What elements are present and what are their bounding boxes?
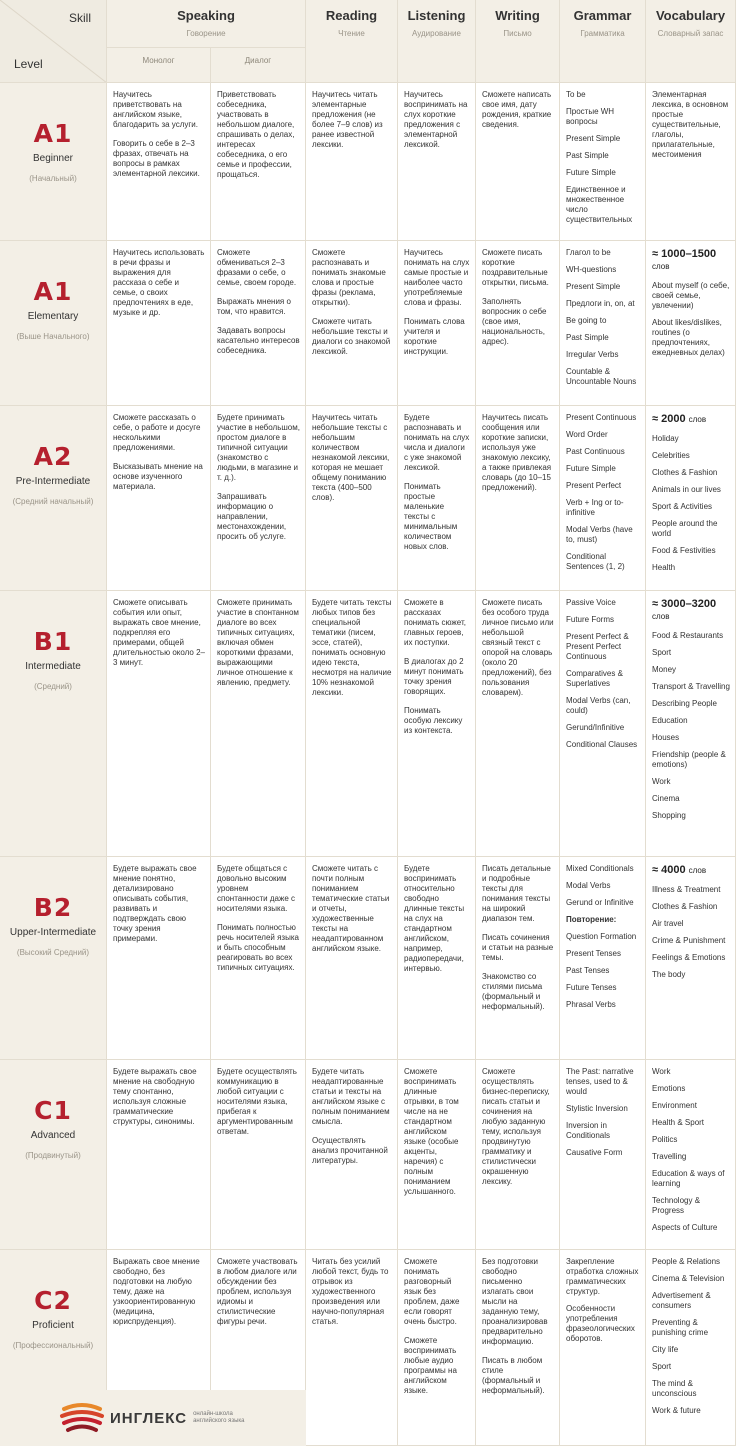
grammar-topic: Gerund/Infinitive	[566, 723, 625, 732]
description-text: Сможете воспринимать любые аудио программы на английском языке.	[404, 1336, 457, 1395]
column-subtitle: Словарный запас	[657, 29, 724, 38]
grammar-topic: Present Simple	[566, 282, 621, 291]
level-label: Level	[14, 57, 43, 71]
vocabulary-topic: Transport & Travelling	[652, 682, 730, 691]
description-text: Будете читать тексты любых типов без специальной тематики (писем, эссе, статей), понимать основную идею текста, несмотря на наличие 10% незнакомой лексики.	[312, 598, 392, 697]
level-name-ru: (Профессиональный)	[12, 1341, 94, 1350]
level-name-ru: (Средний)	[34, 682, 72, 691]
description-text: Понимать простые маленькие тексты с минимальным количеством новых слов.	[404, 482, 458, 551]
grammar-topic: Future Tenses	[566, 983, 617, 992]
column-subtitle: Говорение	[186, 29, 226, 38]
description-text: Сможете распознавать и понимать знакомые слова и простые фразы (реклама, открытки).	[312, 248, 386, 307]
vocabulary-topic: Houses	[652, 733, 680, 742]
level-code: A1	[33, 119, 73, 148]
column-header-listening	[398, 0, 476, 83]
level-code: C1	[34, 1096, 72, 1125]
description-text: Писать детальные и подробные тексты для понимания тексты на широкий диапазон тем.	[482, 864, 551, 923]
reading-cell	[306, 857, 398, 1060]
vocabulary-topic: Aspects of Culture	[652, 1223, 718, 1232]
grammar-topic: Conditional Clauses	[566, 740, 638, 749]
description-text: Сможете в рассказах понимать сюжет, главных героев, их поступки.	[404, 598, 466, 647]
vocabulary-topic: Work	[652, 1067, 671, 1076]
description-text: Будете распознавать и понимать на слух числа и диалоги с уже знакомой лексикой.	[404, 413, 470, 472]
reading-cell	[306, 1060, 398, 1250]
grammar-topic: Question Formation	[566, 932, 637, 941]
vocabulary-topic: Clothes & Fashion	[652, 468, 718, 477]
description-text: Запрашивать информацию о направлении, местонахождении, просить об услуге.	[217, 492, 287, 541]
vocabulary-topic: The body	[652, 970, 686, 979]
grammar-topic: Word Order	[566, 430, 608, 439]
writing-cell	[476, 857, 560, 1060]
grammar-topic: Passive Voice	[566, 598, 616, 607]
vocabulary-topic: Feelings & Emotions	[652, 953, 726, 962]
vocabulary-count-value: ≈ 4000	[652, 864, 686, 876]
grammar-topic: Present Tenses	[566, 949, 621, 958]
speaking-monologue-cell	[107, 591, 211, 857]
description-text: Будете выражать свое мнение на свободную тему спонтанно, используя сложные грамматические структуры, синонимы.	[113, 1067, 197, 1126]
vocabulary-topic: Food & Festivities	[652, 546, 716, 555]
vocabulary-count	[652, 413, 730, 426]
speaking-dialogue-cell	[211, 406, 306, 591]
vocabulary-topic: Technology & Progress	[652, 1196, 701, 1215]
column-title: Grammar	[573, 8, 632, 23]
vocabulary-count-value: ≈ 1000–1500	[652, 248, 717, 260]
listening-cell	[398, 857, 476, 1060]
grammar-topic: Verb + Ing or to-infinitive	[566, 498, 624, 517]
reading-cell	[306, 406, 398, 591]
speaking-dialogue-cell	[211, 241, 306, 406]
speaking-monologue-cell	[107, 1060, 211, 1250]
level-name-ru: (Начальный)	[29, 174, 77, 183]
level-name-ru: (Выше Начального)	[16, 332, 90, 341]
description-text: Знакомство со стилями письма (формальный и неформальный).	[482, 972, 545, 1011]
vocabulary-count-unit: слов	[688, 415, 707, 424]
vocabulary-cell	[646, 241, 736, 406]
column-header-writing	[476, 0, 560, 83]
grammar-cell	[560, 1250, 646, 1446]
level-name: Elementary	[27, 311, 79, 322]
speaking-dialogue-cell	[211, 1060, 306, 1250]
grammar-topic: Особенности употребления фразеологических оборотов.	[566, 1304, 635, 1343]
description-text: В диалогах до 2 минут понимать точку зрения говорящих.	[404, 657, 464, 696]
vocabulary-topic: Sport	[652, 1362, 672, 1371]
grammar-topic: Простые WH вопросы	[566, 107, 615, 126]
description-text: Сможете писать без особого труда личное письмо или небольшой связный текст с опорой на словарь (около 20 предложений), без пользования словарем).	[482, 598, 554, 697]
vocabulary-topic: Work & future	[652, 1406, 701, 1415]
grammar-topic: Present Perfect	[566, 481, 622, 490]
listening-cell	[398, 406, 476, 591]
grammar-topic: Закрепление отработка сложных грамматических структур.	[566, 1257, 639, 1296]
vocabulary-topic: Money	[652, 665, 677, 674]
description-text: Выражать мнения о том, что нравится.	[217, 297, 291, 316]
column-subtitle: Грамматика	[580, 29, 625, 38]
grammar-topic: Mixed Conditionals	[566, 864, 634, 873]
speaking-dialogue-cell	[211, 857, 306, 1060]
grammar-topic: Gerund or Infinitive	[566, 898, 634, 907]
column-header-reading	[306, 0, 398, 83]
grammar-cell	[560, 857, 646, 1060]
description-text: Понимать слова учителя и короткие инструкции.	[404, 317, 465, 356]
vocabulary-count	[652, 248, 730, 273]
description-text: Будете читать неадаптированные статьи и тексты на английском языке с полным пониманием смысла.	[312, 1067, 390, 1126]
speaking-monologue-cell	[107, 857, 211, 1060]
grammar-cell	[560, 406, 646, 591]
speaking-monologue-cell	[107, 406, 211, 591]
vocabulary-topic: About myself (о себе, своей семье, увлечении)	[652, 281, 730, 310]
vocabulary-topic: Work	[652, 777, 671, 786]
vocabulary-topic: Emotions	[652, 1084, 686, 1093]
level-name-ru: (Средний начальный)	[12, 497, 94, 506]
column-subtitle: Аудирование	[412, 29, 461, 38]
grammar-topic: Causative Form	[566, 1148, 623, 1157]
reading-cell	[306, 591, 398, 857]
grammar-topic: Modal Verbs (can, could)	[566, 696, 631, 715]
brand-logo	[0, 1390, 306, 1446]
subheader-dialogue: Диалог	[211, 48, 306, 83]
writing-cell	[476, 1060, 560, 1250]
description-text: Сможете читать небольшие тексты и диалоги со знакомой лексикой.	[312, 317, 391, 356]
subheader-monologue: Монолог	[107, 48, 211, 83]
vocabulary-cell	[646, 406, 736, 591]
vocabulary-topic: Crime & Punishment	[652, 936, 726, 945]
vocabulary-count-value: ≈ 3000–3200	[652, 598, 717, 610]
description-text: Будете выражать свое мнение понятно, детализировано описывать события, развивать и подтверждать свою точку зрения примерами.	[113, 864, 197, 943]
description-text: Сможете написать свое имя, дату рождения, краткие сведения.	[482, 90, 552, 129]
speaking-monologue-cell	[107, 241, 211, 406]
description-text: Научитесь понимать на слух самые простые и наиболее часто употребляемые слова и фразы.	[404, 248, 470, 307]
column-title: Vocabulary	[655, 8, 726, 23]
level-cell	[0, 591, 107, 857]
vocabulary-cell	[646, 1060, 736, 1250]
description-text: Научитесь писать сообщения или короткие записки, используя уже знакомую лексику, а также привлекая словарь (до 10–15 предложений).	[482, 413, 552, 492]
grammar-topic: Повторение:	[566, 915, 617, 924]
vocabulary-topic: Shopping	[652, 811, 686, 820]
description-text: Будете принимать участие в небольшом, простом диалоге в типичной ситуации (знакомство с людьми, в магазине и т. д.).	[217, 413, 300, 482]
description-text: Осуществлять анализ прочитанной литературы.	[312, 1136, 388, 1165]
vocabulary-topic: Environment	[652, 1101, 697, 1110]
description-text: Читать без усилий любой текст, будь то отрывок из художественного произведения или научно-популярная статья.	[312, 1257, 389, 1326]
logo-tagline: онлайн-школа английского языка	[193, 1411, 245, 1424]
vocabulary-topic: Advertisement & consumers	[652, 1291, 711, 1310]
logo-name: ИНГЛЕКС	[110, 1409, 188, 1427]
vocabulary-topic: Food & Restaurants	[652, 631, 724, 640]
description-text: Выражать свое мнение свободно, без подготовки на любую тему, даже на узкоориентированную (медицина, юриспруденция).	[113, 1257, 200, 1326]
grammar-topic: Глагол to be	[566, 248, 611, 257]
vocabulary-topic: The mind & unconscious	[652, 1379, 697, 1398]
grammar-cell	[560, 1060, 646, 1250]
vocabulary-topic: City life	[652, 1345, 679, 1354]
vocabulary-topic: Animals in our lives	[652, 485, 721, 494]
listening-cell	[398, 241, 476, 406]
description-text: Задавать вопросы касательно интересов собеседника.	[217, 326, 300, 355]
level-cell	[0, 1060, 107, 1250]
vocabulary-topic: Clothes & Fashion	[652, 902, 718, 911]
speaking-monologue-cell	[107, 83, 211, 241]
grammar-topic: Past Tenses	[566, 966, 610, 975]
listening-cell	[398, 1060, 476, 1250]
vocabulary-topic: Cinema	[652, 794, 680, 803]
vocabulary-topic: Friendship (people & emotions)	[652, 750, 726, 769]
description-text: Приветствовать собеседника, участвовать в небольшом диалоге, спрашивать о делах, интересах собеседника, о его семье и профессии, прощаться.	[217, 90, 295, 179]
level-name: Proficient	[32, 1320, 74, 1331]
column-subtitle: Письмо	[503, 29, 532, 38]
column-header-grammar	[560, 0, 646, 83]
grammar-topic: Conditional Sentences (1, 2)	[566, 552, 625, 571]
description-text: Сможете участвовать в любом диалоге или обсуждении без проблем, используя идиомы и стилистические фигуры речи.	[217, 1257, 298, 1326]
description-text: Сможете писать короткие поздравительные открытки, письма.	[482, 248, 549, 287]
grammar-topic: Present Perfect & Present Perfect Continuous	[566, 632, 629, 661]
speaking-dialogue-cell	[211, 83, 306, 241]
listening-cell	[398, 83, 476, 241]
vocabulary-topic: People & Relations	[652, 1257, 721, 1266]
vocabulary-topic: Air travel	[652, 919, 684, 928]
vocabulary-topic: Элементарная лексика, в основном простые существительные, глаголы, прилагательные, местоимения	[652, 90, 729, 159]
grammar-topic: Modal Verbs (have to, must)	[566, 525, 633, 544]
description-text: Научитесь воспринимать на слух короткие предложения с элементарной лексикой.	[404, 90, 468, 149]
description-text: Сможете понимать разговорный язык без проблем, даже если говорят очень быстро.	[404, 1257, 460, 1326]
description-text: Говорить о себе в 2–3 фразах, отвечать на вопросы в рамках элементарной лексики.	[113, 139, 200, 178]
description-text: Писать сочинения и статьи на разные темы.	[482, 933, 554, 962]
writing-cell	[476, 406, 560, 591]
level-cell	[0, 406, 107, 591]
description-text: Сможете принимать участие в спонтанном диалоге во всех типичных ситуациях, включая обмен короткими фразами, выражающими личное отношение к явлению, предмету.	[217, 598, 299, 687]
column-subtitle: Чтение	[338, 29, 365, 38]
logo-mark-icon	[58, 1401, 106, 1435]
vocabulary-count-unit: слов	[652, 262, 670, 271]
level-name-ru: (Высокий Средний)	[16, 948, 90, 957]
vocabulary-topic: Celebrities	[652, 451, 690, 460]
description-text: Будете воспринимать относительно свободно длинные тексты на слух на стандартном английском, например, радиопередачи, интервью.	[404, 864, 465, 973]
grammar-topic: Past Simple	[566, 333, 609, 342]
column-title: Reading	[325, 8, 378, 23]
level-name: Beginner	[32, 153, 74, 164]
level-cell	[0, 241, 107, 406]
vocabulary-count	[652, 864, 730, 877]
writing-cell	[476, 1250, 560, 1446]
grammar-topic: Countable & Uncountable Nouns	[566, 367, 637, 386]
grammar-topic: Inversion in Conditionals	[566, 1121, 611, 1140]
description-text: Научитесь приветствовать на английском языке, благодарить за услуги.	[113, 90, 198, 129]
listening-cell	[398, 591, 476, 857]
vocabulary-cell	[646, 857, 736, 1060]
level-name: Intermediate	[25, 661, 81, 672]
description-text: Научитесь использовать в речи фразы и выражения для рассказа о себе и семье, о своих предпочтениях в еде, музыке и др.	[113, 248, 205, 317]
grammar-topic: Future Forms	[566, 615, 615, 624]
vocabulary-topic: People around the world	[652, 519, 718, 538]
vocabulary-count-value: ≈ 2000	[652, 413, 686, 425]
level-code: B1	[33, 627, 73, 656]
grammar-topic: Present Continuous	[566, 413, 637, 422]
column-title: Listening	[407, 8, 466, 23]
description-text: Сможете обмениваться 2–3 фразами о себе, о семье, своем городе.	[217, 248, 297, 287]
level-code: C2	[34, 1286, 72, 1315]
vocabulary-topic: Education	[652, 716, 688, 725]
description-text: Понимать особую лексику из контекста.	[404, 706, 463, 735]
grammar-cell	[560, 241, 646, 406]
vocabulary-topic: Describing People	[652, 699, 717, 708]
description-text: Сможете описывать события или опыт, выражать свое мнение, подкрепляя его примерами, общей длительностью около 2–3 минут.	[113, 598, 205, 667]
vocabulary-topic: Holiday	[652, 434, 679, 443]
vocabulary-topic: Illness & Treatment	[652, 885, 721, 894]
level-name: Upper-Intermediate	[9, 927, 97, 938]
vocabulary-topic: Health	[652, 563, 676, 572]
description-text: Без подготовки свободно письменно излагать свои мысли на заданную тему, проанализировав предварительно информацию.	[482, 1257, 548, 1346]
column-header-vocabulary	[646, 0, 736, 83]
level-name-ru: (Продвинутый)	[25, 1151, 81, 1160]
level-code: A2	[33, 442, 73, 471]
description-text: Заполнять вопросник о себе (свое имя, национальность, адрес).	[482, 297, 547, 346]
description-text: Сможете осуществлять бизнес-переписку, писать статьи и сочинения на любую заданную тему, используя продвинутую грамматику и стилистически окрашенную лексику.	[482, 1067, 550, 1186]
reading-cell	[306, 241, 398, 406]
speaking-dialogue-cell	[211, 591, 306, 857]
vocabulary-count	[652, 598, 730, 623]
listening-cell	[398, 1250, 476, 1446]
vocabulary-topic: Politics	[652, 1135, 678, 1144]
vocabulary-topic: Cinema & Television	[652, 1274, 725, 1283]
grammar-topic: Phrasal Verbs	[566, 1000, 616, 1009]
grammar-cell	[560, 83, 646, 241]
grammar-topic: To be	[566, 90, 586, 99]
vocabulary-topic: Sport & Activities	[652, 502, 713, 511]
description-text: Будете осуществлять коммуникацию в любой ситуации с носителями языка, прибегая к аргументированным ответам.	[217, 1067, 297, 1136]
vocabulary-topic: Preventing & punishing crime	[652, 1318, 709, 1337]
description-text: Научитесь читать небольшие тексты с небольшим количеством незнакомой лексики, которая не мешает общему пониманию текста (400–500 слов).	[312, 413, 390, 502]
description-text: Писать в любом стиле (формальный и неформальный).	[482, 1356, 545, 1395]
level-name: Pre-Intermediate	[15, 476, 91, 487]
grammar-topic: Past Simple	[566, 151, 609, 160]
vocabulary-cell	[646, 83, 736, 241]
grammar-topic: WH-questions	[566, 265, 617, 274]
vocabulary-cell	[646, 1250, 736, 1446]
column-title: Writing	[495, 8, 540, 23]
grammar-topic: Предлоги in, on, at	[566, 299, 635, 308]
description-text: Будете общаться с довольно высоким уровнем спонтанности даже с носителями языка.	[217, 864, 296, 913]
writing-cell	[476, 241, 560, 406]
vocabulary-count-unit: слов	[688, 866, 707, 875]
vocabulary-topic: About likes/dislikes, routines (о предпочтениях, ежедневных делах)	[652, 318, 725, 357]
grammar-topic: Stylistic Inversion	[566, 1104, 628, 1113]
level-cell	[0, 83, 107, 241]
level-code: A1	[33, 277, 73, 306]
column-title: Speaking	[177, 8, 235, 23]
vocabulary-topic: Travelling	[652, 1152, 687, 1161]
grammar-topic: Единственное и множественное число существительных	[566, 185, 633, 224]
vocabulary-count-unit: слов	[652, 612, 670, 621]
grammar-topic: Present Simple	[566, 134, 621, 143]
description-text: Сможете читать с почти полным пониманием тематические статьи и отчеты, художественные тексты на неадаптированном английском языке.	[312, 864, 390, 953]
description-text: Сможете воспринимать длинные отрывки, в том числе на не стандартном английском языке (особые акценты, наречия) с полным пониманием услышанного.	[404, 1067, 459, 1196]
grammar-topic: Irregular Verbs	[566, 350, 619, 359]
vocabulary-topic: Education & ways of learning	[652, 1169, 725, 1188]
description-text: Научитесь читать элементарные предложения (не более 7–9 слов) из ранее известной лексики.	[312, 90, 383, 149]
grammar-topic: Comparatives & Superlatives	[566, 669, 623, 688]
reading-cell	[306, 83, 398, 241]
description-text: Сможете рассказать о себе, о работе и досуге несколькими предложениями.	[113, 413, 201, 452]
level-name: Advanced	[30, 1130, 76, 1141]
description-text: Высказывать мнение на основе изученного материала.	[113, 462, 203, 491]
writing-cell	[476, 83, 560, 241]
grammar-topic: Future Simple	[566, 464, 616, 473]
grammar-topic: Be going to	[566, 316, 607, 325]
corner-header	[0, 0, 107, 83]
grammar-topic: Future Simple	[566, 168, 616, 177]
column-header-speaking	[107, 0, 306, 48]
grammar-cell	[560, 591, 646, 857]
skill-label: Skill	[68, 11, 91, 25]
description-text: Понимать полностью речь носителей языка и быть способным реагировать во всех типичных ситуациях.	[217, 923, 299, 972]
writing-cell	[476, 591, 560, 857]
grammar-topic: Modal Verbs	[566, 881, 611, 890]
vocabulary-cell	[646, 591, 736, 857]
level-code: B2	[33, 893, 73, 922]
vocabulary-topic: Sport	[652, 648, 672, 657]
grammar-topic: Past Continuous	[566, 447, 625, 456]
level-cell	[0, 857, 107, 1060]
grammar-topic: The Past: narrative tenses, used to & would	[566, 1067, 634, 1096]
reading-cell	[306, 1250, 398, 1446]
vocabulary-topic: Health & Sport	[652, 1118, 705, 1127]
